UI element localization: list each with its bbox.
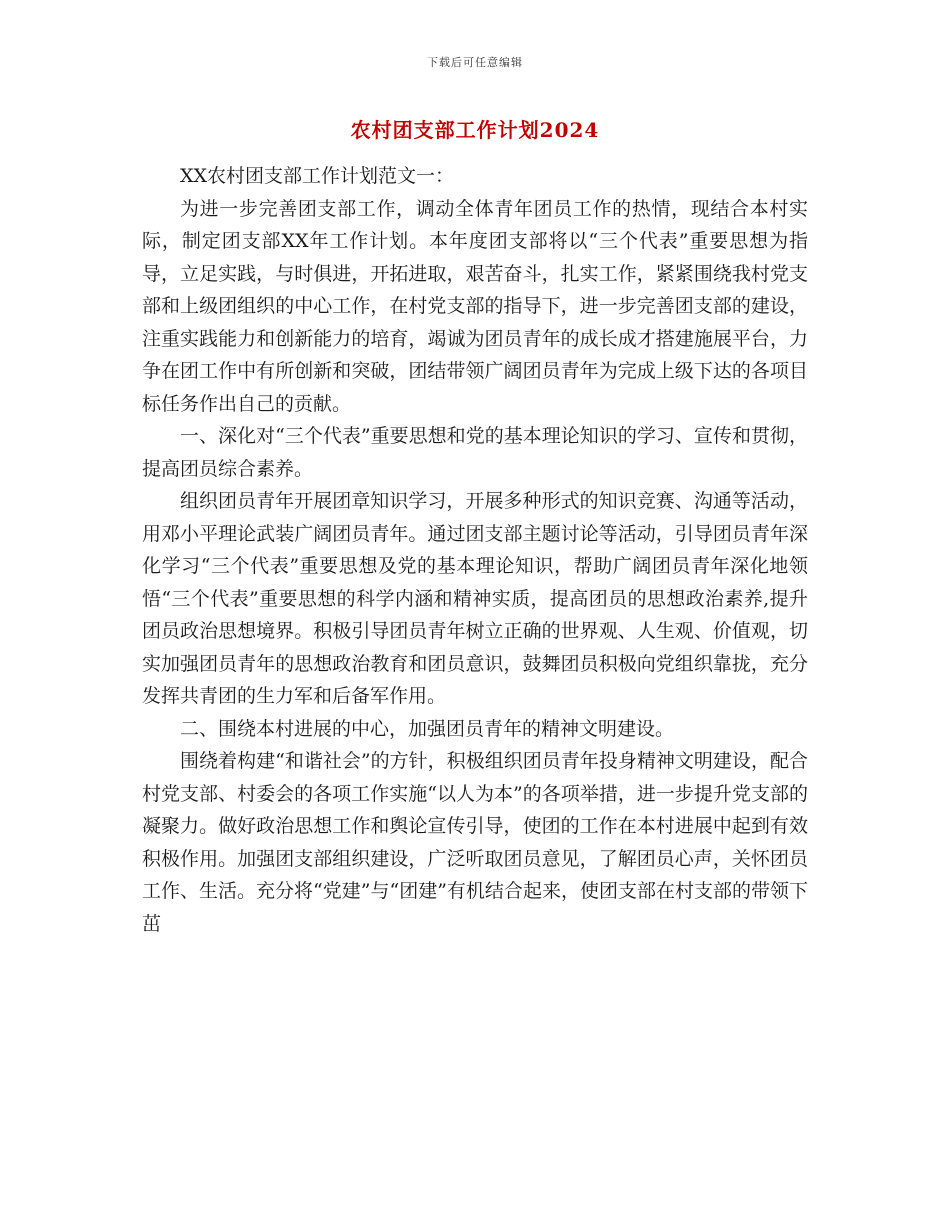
section-heading-1: 一、深化对“三个代表”重要思想和党的基本理论知识的学习、宣传和贯彻，提高团员综合素养。 (142, 425, 808, 480)
paragraph-preamble: 为进一步完善团支部工作，调动全体青年团员工作的热情，现结合本村实际，制定团支部XX年工作计划。本年度团支部将以“三个代表”重要思想为指导，立足实践，与时俱进，开拓进取，艰苦奋斗，扎实工作，紧紧围绕我村党支部和上级团组织的中心工作，在村党支部的指导下，进一步完善团支部的建设，注重实践能力和创新能力的培育，竭诚为团员青年的成长成才搭建施展平台，力争在团工作中有所创新和突破，团结带领广阔团员青年为完成上级下达的各项目标任务作出自己的贡献。 (142, 197, 808, 415)
paragraph-intro: XX农村团支部工作计划范文一： (180, 165, 455, 187)
document-title: 农村团支部工作计划2024 (350, 118, 600, 142)
document-body (142, 160, 808, 940)
section-heading-2: 二、围绕本村进展的中心，加强团员青年的精神文明建设。 (180, 717, 675, 740)
paragraph-section-1: 组织团员青年开展团章知识学习，开展多种形式的知识竞赛、沟通等活动，用邓小平理论武装广阔团员青年。通过团支部主题讨论等活动，引导团员青年深化学习“三个代表”重要思想及党的基本理论知识，帮助广阔团员青年深化地领悟“三个代表”重要思想的科学内涵和精神实质，提高团员的思想政治素养,提升团员政治思想境界。积极引导团员青年树立正确的世界观、人生观、价值观，切实加强团员青年的思想政治教育和团员意识，鼓舞团员积极向党组织靠拢，充分发挥共青团的生力军和后备军作用。 (142, 490, 808, 707)
paragraph-section-2: 围绕着构建“和谐社会”的方针，积极组织团员青年投身精神文明建设，配合村党支部、村委会的各项工作实施“以人为本”的各项举措，进一步提升党支部的凝聚力。做好政治思想工作和舆论宣传引导，使团的工作在本村进展中起到有效积极作用。加强团支部组织建设，广泛听取团员意见，了解团员心声，关怀团员工作、生活。充分将“党建”与“团建”有机结合起来，使团支部在村支部的带领下茁 (142, 750, 808, 935)
header-note: 下载后可任意编辑 (427, 56, 523, 69)
